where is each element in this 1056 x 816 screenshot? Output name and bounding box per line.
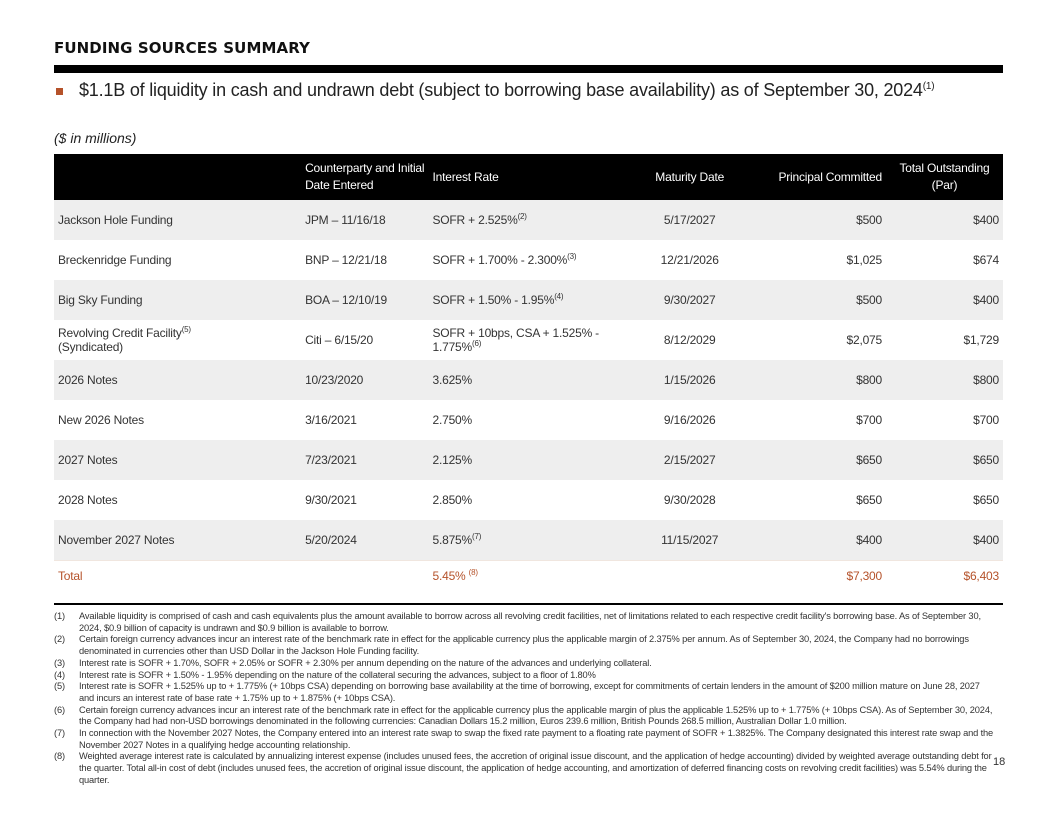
- cell-total-outstanding: $1,729: [963, 333, 999, 347]
- footnote-number: (1): [54, 611, 65, 621]
- cell-principal-committed: $1,025: [846, 253, 883, 267]
- footnote-item: [54, 611, 994, 634]
- facility-name: 2026 Notes: [58, 373, 118, 387]
- footnote-item: [54, 670, 994, 682]
- cell-principal-committed: $500: [756, 280, 886, 320]
- footnote-number: (5): [54, 681, 65, 692]
- cell-interest-rate: SOFR + 1.50% - 1.95%$^{(4)}$: [428, 280, 623, 320]
- footnote-item: [54, 751, 994, 786]
- cell-facility: [54, 280, 301, 320]
- cell-counterparty-empty: [301, 561, 428, 592]
- table-row: [54, 400, 1003, 440]
- cell-facility: [54, 240, 301, 280]
- cell-principal-committed: $2,075: [846, 333, 883, 347]
- footnote-text: Interest rate is SOFR + 1.525% up to + 1.775% (+ 10bps CSA) depending on borrowing base availability at the time of borrowing, except for commitments of certain lenders in the amount of $200 million mature on June 28, 2027 and incurs an interest rate of base rate + 1.75% up to + 1.875% (+ 10bps CSA).: [79, 681, 980, 703]
- facility-name: 2028 Notes: [58, 493, 118, 507]
- cell-principal-committed: $650: [856, 493, 883, 507]
- footnote-ref: (2): [517, 212, 527, 221]
- cell-total-outstanding: $400: [886, 520, 1003, 561]
- cell-interest-rate: 3.625%: [428, 360, 623, 400]
- cell-interest-rate: SOFR + 10bps, CSA + 1.525% - 1.775%$^{(6)}$: [432, 326, 599, 354]
- footnote-ref: (6): [471, 339, 482, 348]
- footnote-text: In connection with the November 2027 Notes, the Company entered into an interest rate swap to swap the fixed rate payment to a floating rate payment of SOFR + 1.3825%. The Company designated this interest rate swap and the November 2027 Notes in a qualifying hedge accounting relationship.: [79, 728, 994, 750]
- cell-maturity-empty: [624, 561, 756, 592]
- cell-principal-committed: $500: [756, 200, 886, 240]
- cell-facility: [54, 480, 301, 520]
- facility-name: Revolving Credit Facility: [58, 326, 182, 340]
- footnote-ref: (7): [471, 532, 482, 541]
- total-row: [54, 561, 1003, 592]
- cell-facility: [54, 520, 301, 561]
- footnote-number: (7): [54, 728, 65, 739]
- table-row: [54, 280, 1003, 320]
- column-header-counterparty: Counterparty and Initial Date Entered: [301, 154, 428, 200]
- footnote-item: [54, 728, 994, 751]
- footnote-ref: (3): [567, 252, 577, 261]
- cell-maturity-date: 9/30/2028: [663, 493, 716, 507]
- footnotes: [54, 611, 994, 787]
- cell-principal-committed: $800: [756, 360, 886, 400]
- footnote-number: (4): [54, 669, 65, 680]
- column-header-principal-committed: Principal Committed: [756, 154, 886, 200]
- cell-maturity-date: 2/15/2027: [624, 440, 756, 480]
- total-principal-committed: $7,300: [756, 561, 886, 592]
- table-row: [54, 200, 1003, 240]
- facility-name: New 2026 Notes: [58, 413, 144, 427]
- cell-principal-committed: $700: [856, 413, 883, 427]
- cell-total-outstanding: $650: [886, 440, 1003, 480]
- cell-maturity-date: 11/15/2027: [624, 520, 756, 561]
- cell-interest-rate: 2.125%: [428, 440, 623, 480]
- footnote-text: Certain foreign currency advances incur an interest rate of the benchmark rate in effect for the applicable currency plus the applicable margin of 2.375% per annum. As of September 30, 2024, the Company had no borrowings denominated in currencies other than USD Dollar in the Jackson Hole Funding facility.: [79, 634, 969, 657]
- footnote-text: Weighted average interest rate is calculated by annualizing interest expense (includes unused fees, the accretion of original issue discount, and the application of hedge accounting) divided by weighted average outstanding debt for the quarter. Total all-in cost of debt (includes unused fees, the accretion of original issue discount, the application of hedge accounting, and amortization of deferred financing costs on revolving credit facilities) was 5.54% during the quarter.: [79, 751, 992, 785]
- cell-counterparty: 3/16/2021: [305, 413, 357, 427]
- cell-counterparty: 7/23/2021: [301, 440, 428, 480]
- footnote-ref: (1): [922, 81, 935, 92]
- footnote-ref: (4): [554, 292, 564, 301]
- cell-facility: [54, 440, 301, 480]
- cell-interest-rate: SOFR + 1.700% - 2.300%$^{(3)}$: [432, 252, 577, 267]
- cell-counterparty: Citi – 6/15/20: [305, 333, 373, 347]
- cell-counterparty: BNP – 12/21/18: [305, 253, 387, 267]
- cell-principal-committed: $650: [756, 440, 886, 480]
- cell-counterparty: JPM – 11/16/18: [301, 200, 428, 240]
- footnote-text: Available liquidity is comprised of cash and cash equivalents plus the amount available to borrow across all revolving credit facilities, net of limitations related to each respective credit facility's borrowing base. As of September 30, 2024, $0.9 billion of capacity is undrawn and $0.9 billion is available to borrow.: [79, 611, 981, 633]
- table-row: [54, 520, 1003, 561]
- footnote-ref: (5): [181, 325, 191, 334]
- column-header-maturity-date: Maturity Date: [624, 154, 756, 200]
- footnote-ref: (8): [468, 568, 478, 577]
- cell-maturity-date: 9/30/2027: [624, 280, 756, 320]
- cell-maturity-date: 1/15/2026: [624, 360, 756, 400]
- cell-counterparty: 5/20/2024: [301, 520, 428, 561]
- cell-maturity-date: 12/21/2026: [660, 253, 719, 267]
- column-header-facility: [54, 154, 301, 200]
- column-header-interest-rate: Interest Rate: [428, 154, 623, 200]
- column-header-total-outstanding: Total Outstanding (Par): [886, 154, 1003, 200]
- table-header-row: [54, 154, 1003, 200]
- footnote-item: [54, 634, 994, 657]
- liquidity-text: $1.1B of liquidity in cash and undrawn debt (subject to borrowing base availability) as of September 30, 2024$^{(1)}$: [79, 80, 935, 100]
- title-divider: [54, 65, 1003, 73]
- footnote-number: (2): [54, 634, 65, 645]
- cell-total-outstanding: $650: [973, 493, 999, 507]
- liquidity-bullet: [56, 80, 934, 101]
- cell-facility: [54, 360, 301, 400]
- total-interest-rate: 5.45% $^{(8)}$: [428, 561, 623, 592]
- cell-maturity-date: 5/17/2027: [624, 200, 756, 240]
- cell-interest-rate: SOFR + 2.525%$^{(2)}$: [428, 200, 623, 240]
- cell-maturity-date: 9/16/2026: [663, 413, 716, 427]
- cell-interest-rate: 5.875%$^{(7)}$: [428, 520, 623, 561]
- footnote-text: Interest rate is SOFR + 1.70%, SOFR + 2.05% or SOFR + 2.30% per annum depending on the nature of the advances and underlying collateral.: [79, 657, 652, 668]
- cell-total-outstanding: $674: [973, 253, 999, 267]
- page-number: 18: [993, 756, 1006, 768]
- footnote-item: [54, 658, 994, 670]
- cell-total-outstanding: $400: [886, 200, 1003, 240]
- cell-total-outstanding: $700: [973, 413, 999, 427]
- footnote-text: Certain foreign currency advances incur an interest rate of the benchmark rate in effect for the applicable currency plus the applicable margin of plus the applicable 1.525% up to + 1.775% (+ 10bps CSA). As of September 30, 2024, the Company had had non-USD borrowings denominated in the following currencies: Canadian Dollars 15.2 million, Euros 239.6 million, British Pounds 268.5 million, Australian Dollar 1.0 million.: [79, 704, 993, 727]
- total-outstanding: $6,403: [886, 561, 1003, 592]
- total-label: Total: [54, 561, 301, 592]
- facility-name: Breckenridge Funding: [58, 253, 172, 267]
- table-row: [54, 320, 1003, 360]
- cell-maturity-date: 8/12/2029: [663, 333, 716, 347]
- cell-counterparty: 9/30/2021: [305, 493, 357, 507]
- cell-principal-committed: $400: [756, 520, 886, 561]
- table-row: [54, 480, 1003, 520]
- cell-facility: [54, 400, 301, 440]
- square-bullet-icon: [56, 88, 63, 95]
- cell-total-outstanding: $800: [886, 360, 1003, 400]
- page-title: FUNDING SOURCES SUMMARY: [54, 39, 311, 57]
- footnote-number: (8): [54, 751, 65, 762]
- funding-sources-table: [54, 154, 1003, 591]
- footnote-text: Interest rate is SOFR + 1.50% - 1.95% depending on the nature of the collateral securing the advances, subject to a floor of 1.80%: [79, 669, 596, 680]
- cell-interest-rate: 2.750%: [432, 413, 472, 427]
- facility-name: Jackson Hole Funding: [58, 213, 173, 227]
- cell-interest-rate: 2.850%: [432, 493, 472, 507]
- cell-total-outstanding: $400: [886, 280, 1003, 320]
- cell-counterparty: 10/23/2020: [301, 360, 428, 400]
- table-row: [54, 360, 1003, 400]
- table-row: [54, 440, 1003, 480]
- facility-name-line2: (Syndicated): [58, 340, 123, 354]
- facility-name: Big Sky Funding: [58, 293, 143, 307]
- footnote-number: (6): [54, 704, 65, 715]
- facility-name: 2027 Notes: [58, 453, 118, 467]
- facility-name: November 2027 Notes: [58, 533, 175, 547]
- footnote-item: [54, 681, 994, 704]
- footnote-number: (3): [54, 657, 65, 668]
- footnote-divider: [54, 603, 1003, 605]
- cell-facility: [54, 320, 301, 360]
- footnote-item: [54, 705, 994, 728]
- units-note: ($ in millions): [54, 130, 137, 146]
- table-row: [54, 240, 1003, 280]
- cell-facility: [54, 200, 301, 240]
- cell-counterparty: BOA – 12/10/19: [301, 280, 428, 320]
